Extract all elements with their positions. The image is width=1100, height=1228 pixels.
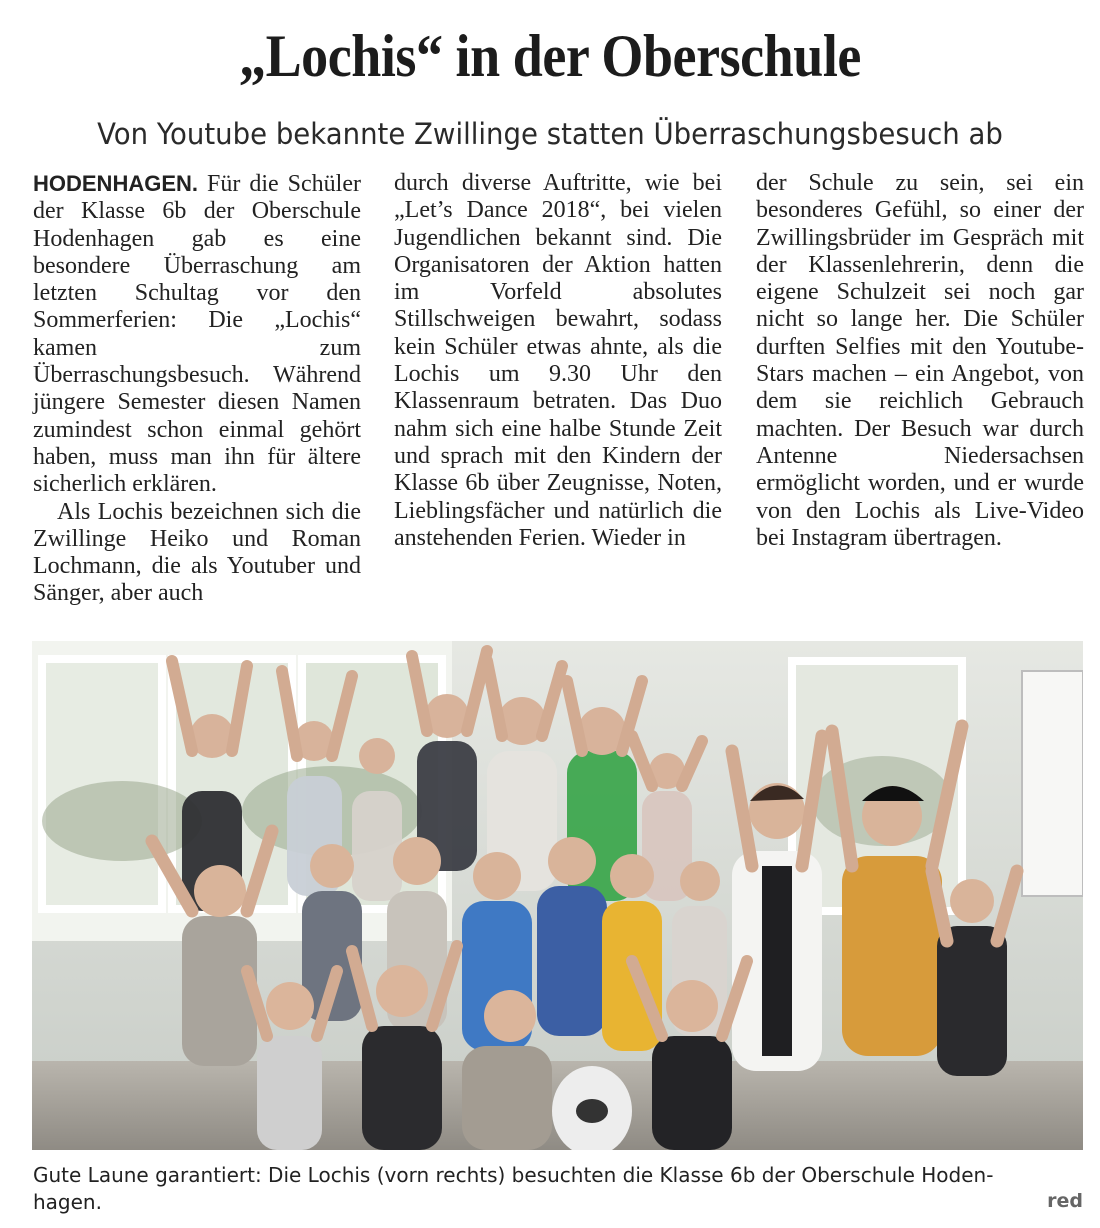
caption-line-2: hagen. <box>33 1190 102 1214</box>
paragraph-2: Als Lochis bezeichnen sich die Zwillinge Heiko und Roman Lochmann, die als Youtuber und Sänger, aber auch <box>33 498 361 607</box>
paragraph-1 <box>33 170 361 499</box>
subheadline: Von Youtube bekannte Zwillinge statten Überraschungsbesuch ab <box>97 117 1003 151</box>
article-column-1 <box>33 170 361 608</box>
article-column-3 <box>756 170 1084 552</box>
photo-credit: red <box>1047 1190 1083 1212</box>
dateline: HODENHAGEN. <box>33 171 199 196</box>
column-3-text: der Schule zu sein, sei ein besonderes Gefühl, so einer der Zwillingsbrüder im Gespräch mit der Klassenlehrerin, denn die eigene Schulzeit sei noch gar nicht so lange her. Die Schüler durften Selfies mit den Youtube-Stars machen – ein Angebot, von dem sie reichlich Gebrauch machten. Der Besuch war durch Antenne Niedersachsen ermöglicht worden, und er wurde von den Lochis als Live-Video bei Instagram übertragen. <box>756 170 1084 551</box>
paragraph-1-text: Für die Schüler der Klasse 6b der Oberschule Hodenhagen gab es eine besondere Überraschung am letzten Schultag vor den Sommerferien: Die „Lochis“ kamen zum Überraschungsbesuch. Während jüngere Semester diesen Namen zumindest schon einmal gehört haben, muss man ihn für ältere sicherlich erklären. <box>33 171 361 498</box>
photo-caption <box>33 1162 1085 1216</box>
caption-line-1: Gute Laune garantiert: Die Lochis (vorn rechts) besuchten die Klasse 6b der Oberschule Hoden- <box>33 1163 994 1187</box>
column-2-text: durch diverse Auftritte, wie bei „Let’s Dance 2018“, bei vielen Jugendlichen bekannt sind. Die Organisatoren der Aktion hatten im Vorfeld absolutes Stillschweigen bewahrt, sodass kein Schüler etwas ahnte, als die Lochis um 9.30 Uhr den Klassenraum betraten. Das Duo nahm sich eine halbe Stunde Zeit und sprach mit den Kindern der Klasse 6b über Zeugnisse, Noten, Lieblingsfächer und natürlich die anstehenden Ferien. Wieder in <box>394 170 722 551</box>
class-group-photo <box>32 641 1083 1150</box>
article-column-2 <box>394 170 722 552</box>
headline: „Lochis“ in der Oberschule <box>239 23 861 89</box>
